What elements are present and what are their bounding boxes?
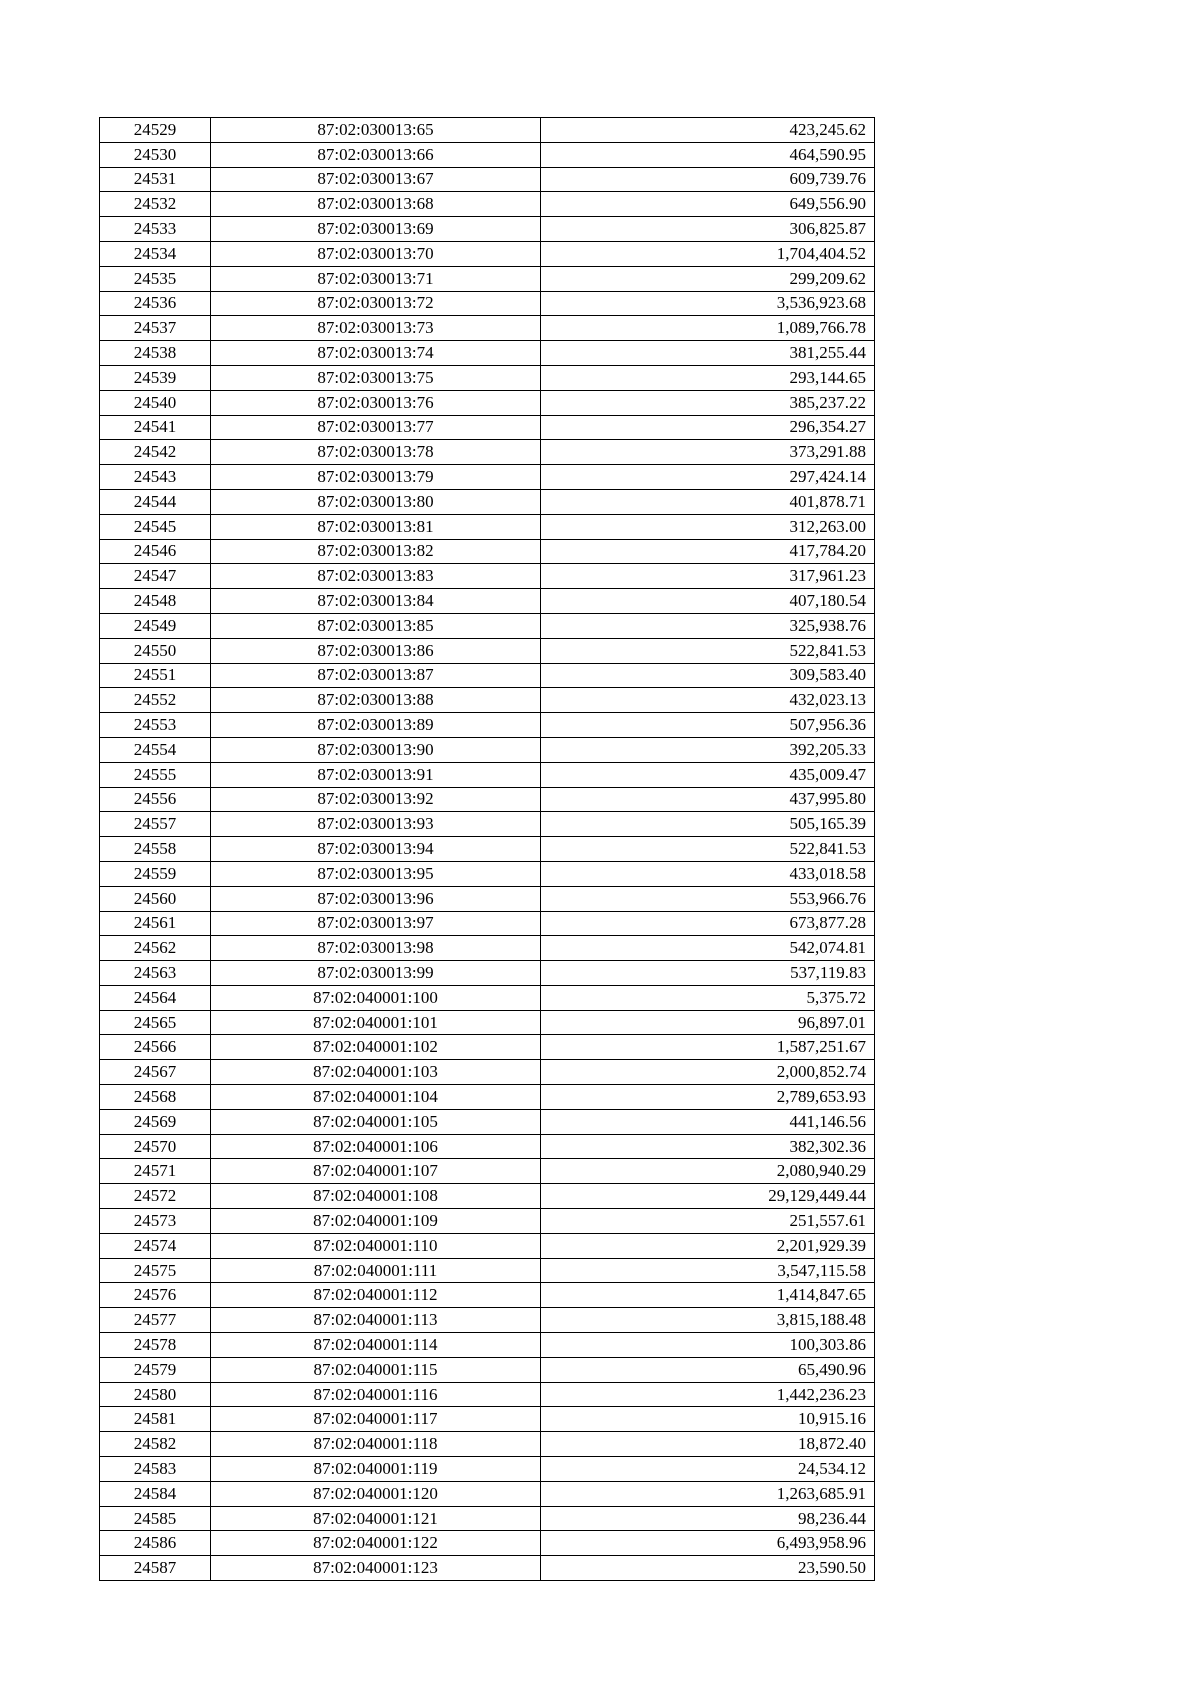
cadastral-number-cell: 87:02:040001:117 <box>211 1407 541 1432</box>
cadastral-value-cell: 381,255.44 <box>541 341 875 366</box>
table-row <box>100 1258 875 1283</box>
table-row <box>100 638 875 663</box>
row-number-cell: 24545 <box>100 514 211 539</box>
cadastral-value-cell: 385,237.22 <box>541 390 875 415</box>
cadastral-number-cell: 87:02:040001:101 <box>211 1010 541 1035</box>
row-number-cell: 24540 <box>100 390 211 415</box>
cadastral-number-cell: 87:02:030013:86 <box>211 638 541 663</box>
table-row <box>100 167 875 192</box>
row-number-cell: 24564 <box>100 985 211 1010</box>
table-row <box>100 762 875 787</box>
table-row <box>100 837 875 862</box>
row-number-cell: 24582 <box>100 1432 211 1457</box>
table-row <box>100 539 875 564</box>
table-row <box>100 688 875 713</box>
cadastral-number-cell: 87:02:040001:112 <box>211 1283 541 1308</box>
row-number-cell: 24532 <box>100 192 211 217</box>
cadastral-number-cell: 87:02:040001:119 <box>211 1457 541 1482</box>
table-row <box>100 1457 875 1482</box>
cadastral-value-cell: 2,201,929.39 <box>541 1233 875 1258</box>
cadastral-value-cell: 542,074.81 <box>541 936 875 961</box>
row-number-cell: 24547 <box>100 564 211 589</box>
cadastral-value-cell: 1,587,251.67 <box>541 1035 875 1060</box>
cadastral-value-cell: 435,009.47 <box>541 762 875 787</box>
table-row <box>100 1481 875 1506</box>
cadastral-number-cell: 87:02:040001:110 <box>211 1233 541 1258</box>
cadastral-value-cell: 325,938.76 <box>541 613 875 638</box>
cadastral-number-cell: 87:02:040001:120 <box>211 1481 541 1506</box>
cadastral-value-cell: 373,291.88 <box>541 440 875 465</box>
cadastral-number-cell: 87:02:040001:105 <box>211 1109 541 1134</box>
cadastral-value-cell: 673,877.28 <box>541 911 875 936</box>
cadastral-number-cell: 87:02:040001:118 <box>211 1432 541 1457</box>
row-number-cell: 24554 <box>100 737 211 762</box>
row-number-cell: 24549 <box>100 613 211 638</box>
row-number-cell: 24586 <box>100 1531 211 1556</box>
row-number-cell: 24550 <box>100 638 211 663</box>
cadastral-number-cell: 87:02:040001:100 <box>211 985 541 1010</box>
cadastral-value-cell: 1,442,236.23 <box>541 1382 875 1407</box>
cadastral-value-cell: 423,245.62 <box>541 118 875 143</box>
row-number-cell: 24539 <box>100 365 211 390</box>
cadastral-number-cell: 87:02:030013:81 <box>211 514 541 539</box>
table-row <box>100 1035 875 1060</box>
table-row <box>100 564 875 589</box>
table-row <box>100 1233 875 1258</box>
cadastral-number-cell: 87:02:030013:67 <box>211 167 541 192</box>
cadastral-value-cell: 507,956.36 <box>541 713 875 738</box>
cadastral-value-cell: 441,146.56 <box>541 1109 875 1134</box>
cadastral-value-cell: 317,961.23 <box>541 564 875 589</box>
cadastral-number-cell: 87:02:030013:97 <box>211 911 541 936</box>
row-number-cell: 24558 <box>100 837 211 862</box>
row-number-cell: 24576 <box>100 1283 211 1308</box>
table-row <box>100 936 875 961</box>
table-row <box>100 365 875 390</box>
row-number-cell: 24538 <box>100 341 211 366</box>
table-row <box>100 713 875 738</box>
row-number-cell: 24551 <box>100 663 211 688</box>
cadastral-number-cell: 87:02:030013:75 <box>211 365 541 390</box>
cadastral-value-cell: 3,547,115.58 <box>541 1258 875 1283</box>
row-number-cell: 24565 <box>100 1010 211 1035</box>
cadastral-number-cell: 87:02:040001:115 <box>211 1357 541 1382</box>
table-row <box>100 1109 875 1134</box>
cadastral-number-cell: 87:02:030013:79 <box>211 465 541 490</box>
cadastral-number-cell: 87:02:030013:72 <box>211 291 541 316</box>
cadastral-value-cell: 312,263.00 <box>541 514 875 539</box>
row-number-cell: 24560 <box>100 886 211 911</box>
cadastral-value-cell: 505,165.39 <box>541 812 875 837</box>
row-number-cell: 24552 <box>100 688 211 713</box>
cadastral-value-table <box>99 117 875 1581</box>
cadastral-value-cell: 553,966.76 <box>541 886 875 911</box>
cadastral-value-cell: 1,414,847.65 <box>541 1283 875 1308</box>
cadastral-number-cell: 87:02:040001:103 <box>211 1060 541 1085</box>
cadastral-number-cell: 87:02:030013:96 <box>211 886 541 911</box>
cadastral-number-cell: 87:02:040001:114 <box>211 1333 541 1358</box>
table-row <box>100 737 875 762</box>
cadastral-value-cell: 2,000,852.74 <box>541 1060 875 1085</box>
cadastral-value-cell: 299,209.62 <box>541 266 875 291</box>
table-body <box>100 118 875 1581</box>
row-number-cell: 24530 <box>100 142 211 167</box>
row-number-cell: 24537 <box>100 316 211 341</box>
cadastral-value-cell: 392,205.33 <box>541 737 875 762</box>
cadastral-value-cell: 24,534.12 <box>541 1457 875 1482</box>
table-row <box>100 663 875 688</box>
table-row <box>100 613 875 638</box>
table-row <box>100 192 875 217</box>
cadastral-number-cell: 87:02:030013:93 <box>211 812 541 837</box>
table-row <box>100 1357 875 1382</box>
row-number-cell: 24577 <box>100 1308 211 1333</box>
table-row <box>100 489 875 514</box>
row-number-cell: 24546 <box>100 539 211 564</box>
cadastral-value-cell: 23,590.50 <box>541 1556 875 1581</box>
cadastral-number-cell: 87:02:030013:82 <box>211 539 541 564</box>
cadastral-value-cell: 96,897.01 <box>541 1010 875 1035</box>
row-number-cell: 24556 <box>100 787 211 812</box>
cadastral-number-cell: 87:02:030013:65 <box>211 118 541 143</box>
cadastral-value-cell: 1,089,766.78 <box>541 316 875 341</box>
cadastral-number-cell: 87:02:030013:90 <box>211 737 541 762</box>
table-row <box>100 1283 875 1308</box>
cadastral-number-cell: 87:02:030013:68 <box>211 192 541 217</box>
cadastral-number-cell: 87:02:040001:122 <box>211 1531 541 1556</box>
row-number-cell: 24583 <box>100 1457 211 1482</box>
row-number-cell: 24541 <box>100 415 211 440</box>
table-row <box>100 266 875 291</box>
table-row <box>100 961 875 986</box>
cadastral-number-cell: 87:02:030013:73 <box>211 316 541 341</box>
table-row <box>100 1085 875 1110</box>
cadastral-number-cell: 87:02:040001:108 <box>211 1184 541 1209</box>
cadastral-number-cell: 87:02:030013:83 <box>211 564 541 589</box>
table-row <box>100 886 875 911</box>
cadastral-number-cell: 87:02:030013:74 <box>211 341 541 366</box>
table-row <box>100 787 875 812</box>
cadastral-value-cell: 5,375.72 <box>541 985 875 1010</box>
table-row <box>100 1184 875 1209</box>
row-number-cell: 24559 <box>100 861 211 886</box>
row-number-cell: 24563 <box>100 961 211 986</box>
cadastral-number-cell: 87:02:030013:87 <box>211 663 541 688</box>
cadastral-value-cell: 6,493,958.96 <box>541 1531 875 1556</box>
cadastral-value-cell: 382,302.36 <box>541 1134 875 1159</box>
cadastral-value-cell: 432,023.13 <box>541 688 875 713</box>
row-number-cell: 24562 <box>100 936 211 961</box>
table-row <box>100 241 875 266</box>
cadastral-value-cell: 3,815,188.48 <box>541 1308 875 1333</box>
cadastral-number-cell: 87:02:030013:77 <box>211 415 541 440</box>
row-number-cell: 24569 <box>100 1109 211 1134</box>
cadastral-number-cell: 87:02:030013:66 <box>211 142 541 167</box>
table-row <box>100 812 875 837</box>
cadastral-value-cell: 297,424.14 <box>541 465 875 490</box>
cadastral-value-cell: 18,872.40 <box>541 1432 875 1457</box>
row-number-cell: 24542 <box>100 440 211 465</box>
row-number-cell: 24580 <box>100 1382 211 1407</box>
row-number-cell: 24570 <box>100 1134 211 1159</box>
table-row <box>100 1556 875 1581</box>
table-row <box>100 1382 875 1407</box>
cadastral-value-cell: 296,354.27 <box>541 415 875 440</box>
table-row <box>100 1531 875 1556</box>
row-number-cell: 24566 <box>100 1035 211 1060</box>
cadastral-value-cell: 537,119.83 <box>541 961 875 986</box>
cadastral-value-cell: 10,915.16 <box>541 1407 875 1432</box>
row-number-cell: 24543 <box>100 465 211 490</box>
table-row <box>100 118 875 143</box>
table-row <box>100 1010 875 1035</box>
cadastral-value-cell: 293,144.65 <box>541 365 875 390</box>
cadastral-value-cell: 1,704,404.52 <box>541 241 875 266</box>
cadastral-number-cell: 87:02:040001:113 <box>211 1308 541 1333</box>
table-row <box>100 341 875 366</box>
cadastral-value-cell: 407,180.54 <box>541 589 875 614</box>
cadastral-number-cell: 87:02:030013:91 <box>211 762 541 787</box>
table-row <box>100 1333 875 1358</box>
table-row <box>100 1209 875 1234</box>
cadastral-number-cell: 87:02:030013:92 <box>211 787 541 812</box>
row-number-cell: 24531 <box>100 167 211 192</box>
cadastral-value-cell: 2,789,653.93 <box>541 1085 875 1110</box>
cadastral-value-cell: 649,556.90 <box>541 192 875 217</box>
table-row <box>100 316 875 341</box>
table-row <box>100 1308 875 1333</box>
cadastral-number-cell: 87:02:040001:106 <box>211 1134 541 1159</box>
cadastral-number-cell: 87:02:040001:123 <box>211 1556 541 1581</box>
row-number-cell: 24573 <box>100 1209 211 1234</box>
row-number-cell: 24584 <box>100 1481 211 1506</box>
cadastral-value-cell: 65,490.96 <box>541 1357 875 1382</box>
row-number-cell: 24544 <box>100 489 211 514</box>
table-row <box>100 390 875 415</box>
table-row <box>100 465 875 490</box>
table-row <box>100 440 875 465</box>
cadastral-number-cell: 87:02:030013:85 <box>211 613 541 638</box>
table-row <box>100 589 875 614</box>
row-number-cell: 24534 <box>100 241 211 266</box>
cadastral-number-cell: 87:02:030013:84 <box>211 589 541 614</box>
cadastral-number-cell: 87:02:030013:95 <box>211 861 541 886</box>
cadastral-number-cell: 87:02:030013:78 <box>211 440 541 465</box>
table-row <box>100 1432 875 1457</box>
row-number-cell: 24567 <box>100 1060 211 1085</box>
row-number-cell: 24536 <box>100 291 211 316</box>
cadastral-value-cell: 306,825.87 <box>541 217 875 242</box>
row-number-cell: 24568 <box>100 1085 211 1110</box>
row-number-cell: 24585 <box>100 1506 211 1531</box>
cadastral-number-cell: 87:02:030013:99 <box>211 961 541 986</box>
cadastral-value-cell: 2,080,940.29 <box>541 1159 875 1184</box>
row-number-cell: 24572 <box>100 1184 211 1209</box>
row-number-cell: 24535 <box>100 266 211 291</box>
cadastral-number-cell: 87:02:040001:116 <box>211 1382 541 1407</box>
table-row <box>100 861 875 886</box>
cadastral-number-cell: 87:02:030013:89 <box>211 713 541 738</box>
row-number-cell: 24579 <box>100 1357 211 1382</box>
cadastral-number-cell: 87:02:040001:104 <box>211 1085 541 1110</box>
cadastral-value-cell: 464,590.95 <box>541 142 875 167</box>
row-number-cell: 24581 <box>100 1407 211 1432</box>
cadastral-value-cell: 29,129,449.44 <box>541 1184 875 1209</box>
row-number-cell: 24533 <box>100 217 211 242</box>
table-row <box>100 142 875 167</box>
table-row <box>100 911 875 936</box>
cadastral-number-cell: 87:02:040001:107 <box>211 1159 541 1184</box>
table-row <box>100 1407 875 1432</box>
cadastral-number-cell: 87:02:040001:102 <box>211 1035 541 1060</box>
cadastral-value-cell: 1,263,685.91 <box>541 1481 875 1506</box>
row-number-cell: 24578 <box>100 1333 211 1358</box>
cadastral-value-cell: 100,303.86 <box>541 1333 875 1358</box>
row-number-cell: 24561 <box>100 911 211 936</box>
cadastral-number-cell: 87:02:030013:94 <box>211 837 541 862</box>
table-row <box>100 1134 875 1159</box>
row-number-cell: 24555 <box>100 762 211 787</box>
table-row <box>100 514 875 539</box>
row-number-cell: 24575 <box>100 1258 211 1283</box>
cadastral-value-cell: 417,784.20 <box>541 539 875 564</box>
row-number-cell: 24557 <box>100 812 211 837</box>
cadastral-value-cell: 609,739.76 <box>541 167 875 192</box>
table-row <box>100 291 875 316</box>
row-number-cell: 24571 <box>100 1159 211 1184</box>
table-row <box>100 985 875 1010</box>
cadastral-value-cell: 3,536,923.68 <box>541 291 875 316</box>
cadastral-value-cell: 401,878.71 <box>541 489 875 514</box>
cadastral-value-cell: 309,583.40 <box>541 663 875 688</box>
row-number-cell: 24587 <box>100 1556 211 1581</box>
table-row <box>100 217 875 242</box>
table-row <box>100 1159 875 1184</box>
cadastral-number-cell: 87:02:030013:98 <box>211 936 541 961</box>
row-number-cell: 24529 <box>100 118 211 143</box>
cadastral-value-cell: 437,995.80 <box>541 787 875 812</box>
cadastral-number-cell: 87:02:030013:69 <box>211 217 541 242</box>
row-number-cell: 24574 <box>100 1233 211 1258</box>
table-row <box>100 415 875 440</box>
cadastral-number-cell: 87:02:040001:109 <box>211 1209 541 1234</box>
cadastral-number-cell: 87:02:030013:80 <box>211 489 541 514</box>
row-number-cell: 24553 <box>100 713 211 738</box>
row-number-cell: 24548 <box>100 589 211 614</box>
cadastral-number-cell: 87:02:040001:111 <box>211 1258 541 1283</box>
cadastral-number-cell: 87:02:040001:121 <box>211 1506 541 1531</box>
table-row <box>100 1506 875 1531</box>
cadastral-value-cell: 522,841.53 <box>541 837 875 862</box>
cadastral-value-cell: 433,018.58 <box>541 861 875 886</box>
table-row <box>100 1060 875 1085</box>
cadastral-number-cell: 87:02:030013:76 <box>211 390 541 415</box>
cadastral-value-cell: 522,841.53 <box>541 638 875 663</box>
cadastral-number-cell: 87:02:030013:88 <box>211 688 541 713</box>
cadastral-value-cell: 98,236.44 <box>541 1506 875 1531</box>
cadastral-value-cell: 251,557.61 <box>541 1209 875 1234</box>
cadastral-number-cell: 87:02:030013:71 <box>211 266 541 291</box>
cadastral-number-cell: 87:02:030013:70 <box>211 241 541 266</box>
